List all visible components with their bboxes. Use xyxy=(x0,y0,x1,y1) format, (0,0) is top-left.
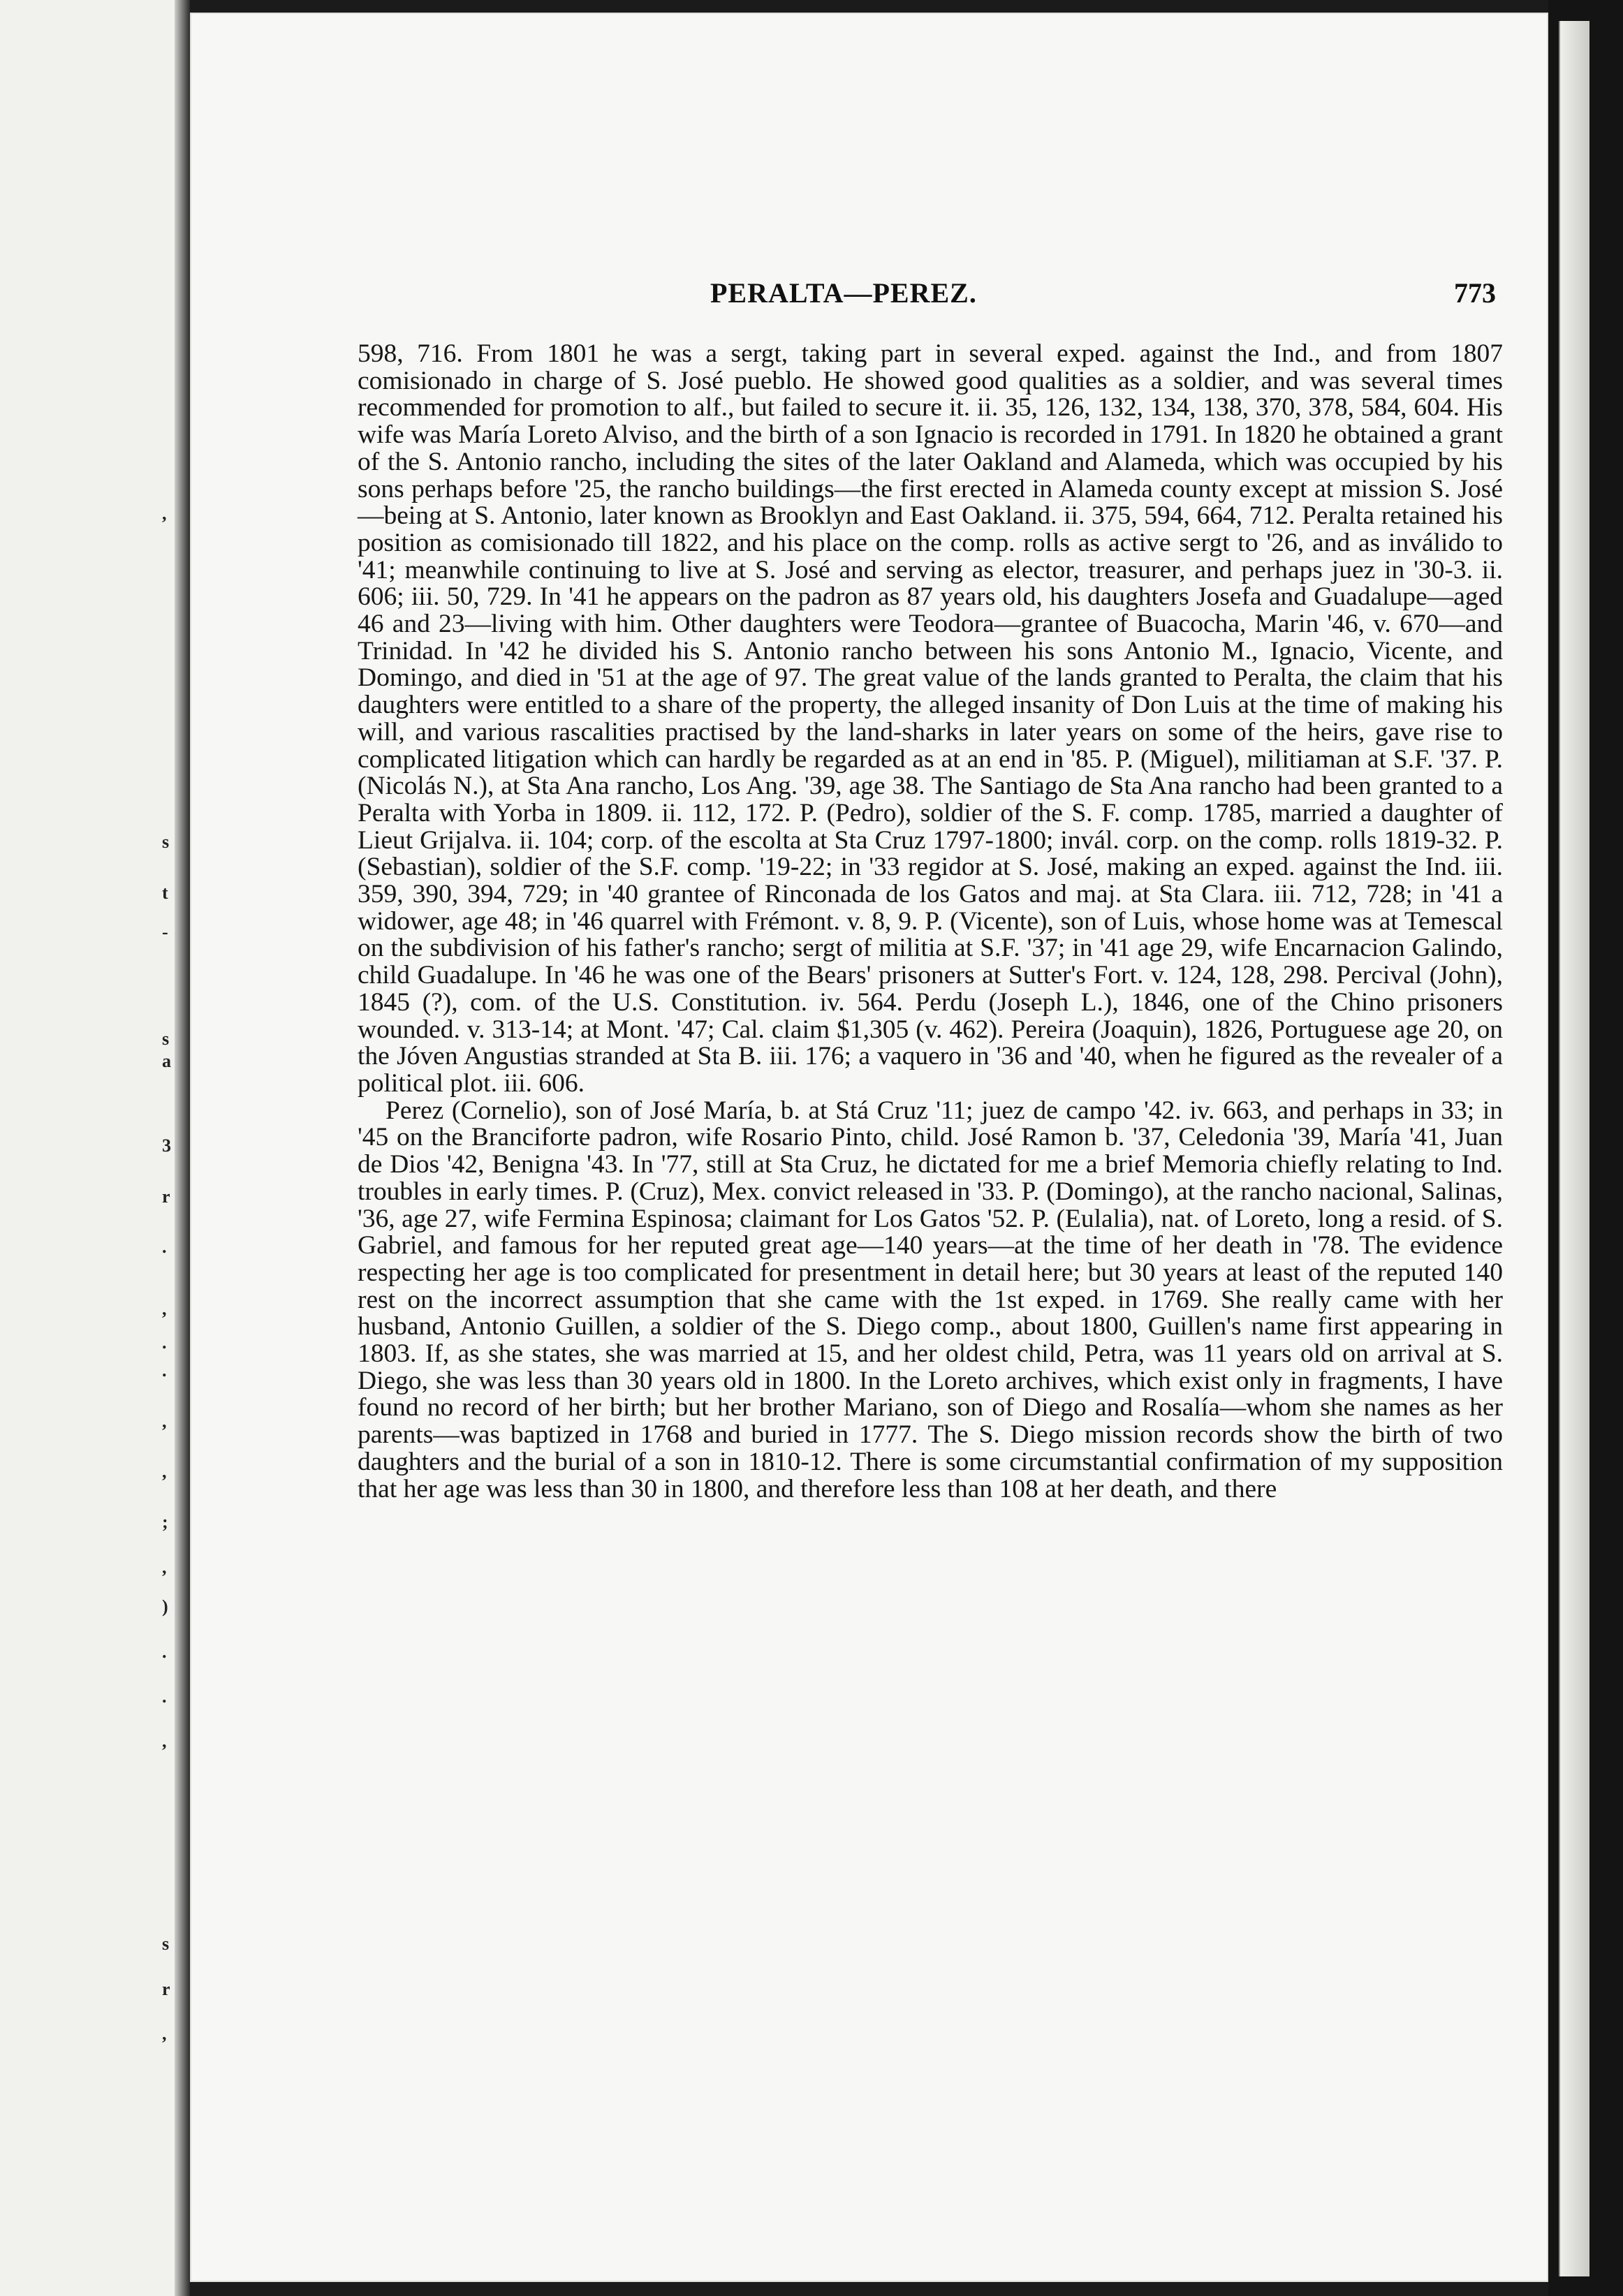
margin-glyph: , xyxy=(162,503,167,524)
margin-glyph: 3 xyxy=(162,1135,171,1156)
margin-glyph: . xyxy=(162,1686,167,1707)
page-body xyxy=(358,341,1503,1503)
margin-glyph: . xyxy=(162,1332,167,1353)
margin-glyph: ) xyxy=(162,1596,168,1617)
margin-glyph: , xyxy=(162,1298,167,1319)
margin-glyph: . xyxy=(162,1360,167,1381)
margin-glyph: - xyxy=(162,922,168,943)
page-number: 773 xyxy=(1454,277,1496,309)
next-page-edge xyxy=(1559,21,1589,2276)
running-head: PERALTA—PEREZ. xyxy=(710,277,977,309)
margin-glyph: , xyxy=(162,1462,167,1482)
margin-glyph: a xyxy=(162,1051,171,1072)
margin-glyph: s xyxy=(162,832,170,853)
margin-glyph: . xyxy=(162,1237,167,1257)
margin-glyph: , xyxy=(162,1557,167,1577)
margin-glyph: . xyxy=(162,1641,167,1662)
paragraph-perez: Perez (Cornelio), son of José María, b. at Stá Cruz '11; juez de campo '42. iv. 663, and perhaps in 33; in '45 on the Branciforte padron, wife Rosario Pinto, child. José Ramon b. '37, Celedonia '39, María '41, Juan de Dios '42, Benigna '43. In '77, still at Sta Cruz, he dictated for me a brief Memoria chiefly relating to Ind. troubles in early times. P. (Cruz), Mex. convict released in '33. P. (Domingo), at the rancho nacional, Salinas, '36, age 27, wife Fermina Espinosa; claimant for Los Gatos '52. P. (Eulalia), nat. of Loreto, long a resid. of S. Gabriel, and famous for her reputed great age—140 years—at the time of her death in '78. The evidence respecting her age is too complicated for presentment in detail here; but 30 years at least of the reputed 140 rest on the incorrect assumption that she came with the 1st exped. in 1769. She really came with her husband, Antonio Guillen, a soldier of the S. Diego comp., about 1800, Guillen's name first appearing in 1803. If, as she states, she was married at 15, and her oldest child, Petra, was 11 years old on arrival at S. Diego, she was less than 30 years old in 1800. In the Loreto archives, which exist only in fragments, I have found no record of her birth; but her brother Mariano, son of Diego and Rosalía—whom she names as her parents—was baptized in 1768 and buried in 1777. The S. Diego mission records show the birth of two daughters and the burial of a son in 1810-12. There is some circumstantial confirmation of my supposition that her age was less than 30 in 1800, and therefore less than 108 at her death, and there xyxy=(358,1096,1503,1503)
margin-glyph: s xyxy=(162,1029,170,1050)
margin-glyph: r xyxy=(162,1186,170,1207)
paragraph-peralta-continued: 598, 716. From 1801 he was a sergt, taking part in several exped. against the Ind., and from 1807 comisionado in charge of S. José pueblo. He showed good qualities as a soldier, and was several times recommended for promotion to alf., but failed to secure it. ii. 35, 126, 132, 134, 138, 370, 378, 584, 604. His wife was María Loreto Alviso, and the birth of a son Ignacio is recorded in 1791. In 1820 he obtained a grant of the S. Antonio rancho, including the sites of the later Oakland and Alameda, which was occupied by his sons perhaps before '25, the rancho buildings—the first erected in Alameda county except at mission S. José—being at S. Antonio, later known as Brooklyn and East Oakland. ii. 375, 594, 664, 712. Peralta retained his position as comisionado till 1822, and his place on the comp. rolls as active sergt to '26, and as inválido to '41; meanwhile continuing to live at S. José and serving as elector, treasurer, and perhaps juez in '30-3. ii. 606; iii. 50, 729. In '41 he appears on the padron as 87 years old, his daughters Josefa and Guadalupe—aged 46 and 23—living with him. Other daughters were Teodora—grantee of Buacocha, Marin '46, v. 670—and Trinidad. In '42 he divided his S. Antonio rancho between his sons Antonio M., Ignacio, Vicente, and Domingo, and died in '51 at the age of 97. The great value of the lands granted to Peralta, the claim that his daughters were entitled to a share of the property, the alleged insanity of Don Luis at the time of making his will, and various rascalities practised by the land-sharks in later years on some of the heirs, gave rise to complicated litigation which can hardly be regarded as at an end in '85. P. (Miguel), militiaman at S.F. '37. P. (Nicolás N.), at Sta Ana rancho, Los Ang. '39, age 38. The Santiago de Sta Ana rancho had been granted to a Peralta with Yorba in 1809. ii. 112, 172. P. (Pedro), soldier of the S. F. comp. 1785, married a daughter of Lieut Grijalva. ii. 104; corp. of the escolta at Sta Cruz 1797-1800; invál. corp. on the comp. rolls 1819-32. P. (Sebastian), soldier of the S.F. comp. '19-22; in '33 regidor at S. José, making an exped. against the Ind. iii. 359, 390, 394, 729; in '40 grantee of Rinconada de los Gatos and maj. at Sta Clara. iii. 712, 728; in '41 a widower, age 48; in '46 quarrel with Frémont. v. 8, 9. P. (Vicente), son of Luis, whose home was at Temescal on the subdivision of his father's rancho; sergt of militia at S.F. '37; in '41 age 29, wife Encarnacion Galindo, child Guadalupe. In '46 he was one of the Bears' prisoners at Sutter's Fort. v. 124, 128, 298. Percival (John), 1845 (?), com. of the U.S. Constitution. iv. 564. Perdu (Joseph L.), 1846, one of the Chino prisoners wounded. v. 313-14; at Mont. '47; Cal. claim $1,305 (v. 462). Pereira (Joaquin), 1826, Portuguese age 20, on the Jóven Angustias stranded at Sta B. iii. 176; a vaquero in '36 and '40, when he figured as the revealer of a political plot. iii. 606. xyxy=(358,339,1503,1098)
margin-glyph: , xyxy=(162,1411,167,1432)
margin-glyph: s xyxy=(162,1934,170,1955)
margin-glyph: r xyxy=(162,1978,170,1999)
margin-glyph: , xyxy=(162,2024,167,2044)
page-header xyxy=(190,277,1548,318)
facing-page xyxy=(0,0,177,2296)
margin-glyph: ; xyxy=(162,1512,168,1533)
facing-page-margin-text xyxy=(162,0,183,2296)
margin-glyph: , xyxy=(162,1731,167,1752)
margin-glyph: t xyxy=(162,882,168,903)
book-page xyxy=(190,13,1548,2282)
